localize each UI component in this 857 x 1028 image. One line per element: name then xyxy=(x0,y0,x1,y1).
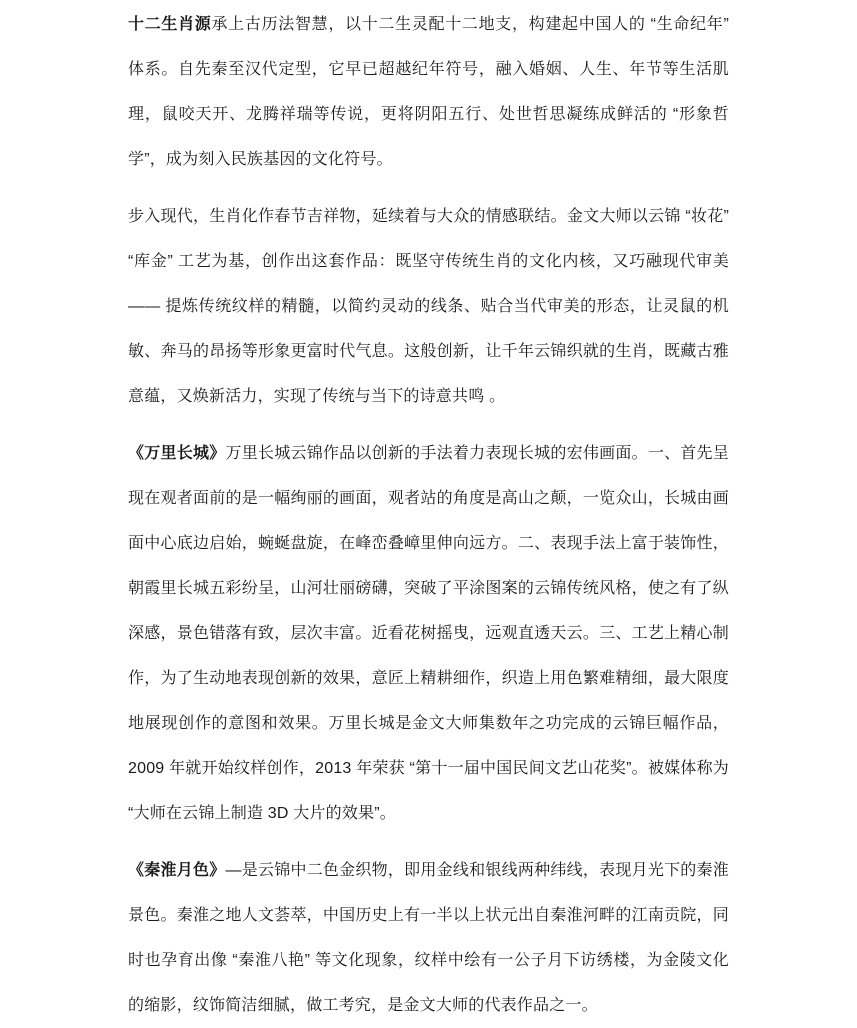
document-content xyxy=(128,2,729,1028)
paragraph-body-zodiac-origin: 承上古历法智慧，以十二生灵配十二地支，构建起中国人的 “生命纪年” 体系。自先秦至汉代定型，它早已超越纪年符号，融入婚姻、人生、年节等生活肌理，鼠咬天开、龙腾祥瑞等传说，更将阴阳五行、处世哲思凝练成鲜活的 “形象哲学”，成为刻入民族基因的文化符号。 xyxy=(128,16,729,168)
paragraph-modern-zodiac xyxy=(128,194,729,419)
paragraph-body-great-wall: 万里长城云锦作品以创新的手法着力表现长城的宏伟画面。一、首先呈现在观者面前的是一幅绚丽的画面，观者站的角度是高山之颠，一览众山，长城由画面中心底边启始，蜿蜒盘旋，在峰峦叠嶂里伸向远方。二、表现手法上富于装饰性，朝霞里长城五彩纷呈，山河壮丽磅礴，突破了平涂图案的云锦传统风格，使之有了纵深感，景色错落有致，层次丰富。近看花树摇曳，远观直透天云。三、工艺上精心制作，为了生动地表现创新的效果，意匠上精耕细作，织造上用色繁难精细，最大限度地展现创作的意图和效果。万里长城是金文大师集数年之功完成的云锦巨幅作品，2009 年就开始纹样创作，2013 年荣获 “第十一届中国民间文艺山花奖”。被媒体称为 “大师在云锦上制造 3D 大片的效果”。 xyxy=(128,445,729,822)
paragraph-lead-qinhuai-moonlight: 《秦淮月色》 xyxy=(128,862,226,879)
paragraph-lead-zodiac-origin: 十二生肖源 xyxy=(128,16,212,33)
paragraph-body-modern-zodiac: 步入现代，生肖化作春节吉祥物，延续着与大众的情感联结。金文大师以云锦 “妆花” “库金” 工艺为基，创作出这套作品：既坚守传统生肖的文化内核，又巧融现代审美 —— 提炼传统纹样的精髓，以简约灵动的线条、贴合当代审美的形态，让灵鼠的机敏、奔马的昂扬等形象更富时代气息。这般创新，让千年云锦织就的生肖，既藏古雅意蕴，又焕新活力，实现了传统与当下的诗意共鸣 。 xyxy=(128,208,729,405)
paragraph-body-qinhuai-moonlight: —是云锦中二色金织物，即用金线和银线两种纬线，表现月光下的秦淮景色。秦淮之地人文荟萃，中国历史上有一半以上状元出自秦淮河畔的江南贡院，同时也孕育出像 “秦淮八艳” 等文化现象，纹样中绘有一公子月下访绣楼，为金陵文化的缩影，纹饰简洁细腻，做工考究，是金文大师的代表作品之一。 xyxy=(128,862,729,1014)
paragraph-great-wall xyxy=(128,431,729,836)
paragraph-qinhuai-moonlight xyxy=(128,848,729,1028)
paragraph-zodiac-origin xyxy=(128,2,729,182)
paragraph-lead-great-wall: 《万里长城》 xyxy=(128,445,226,462)
